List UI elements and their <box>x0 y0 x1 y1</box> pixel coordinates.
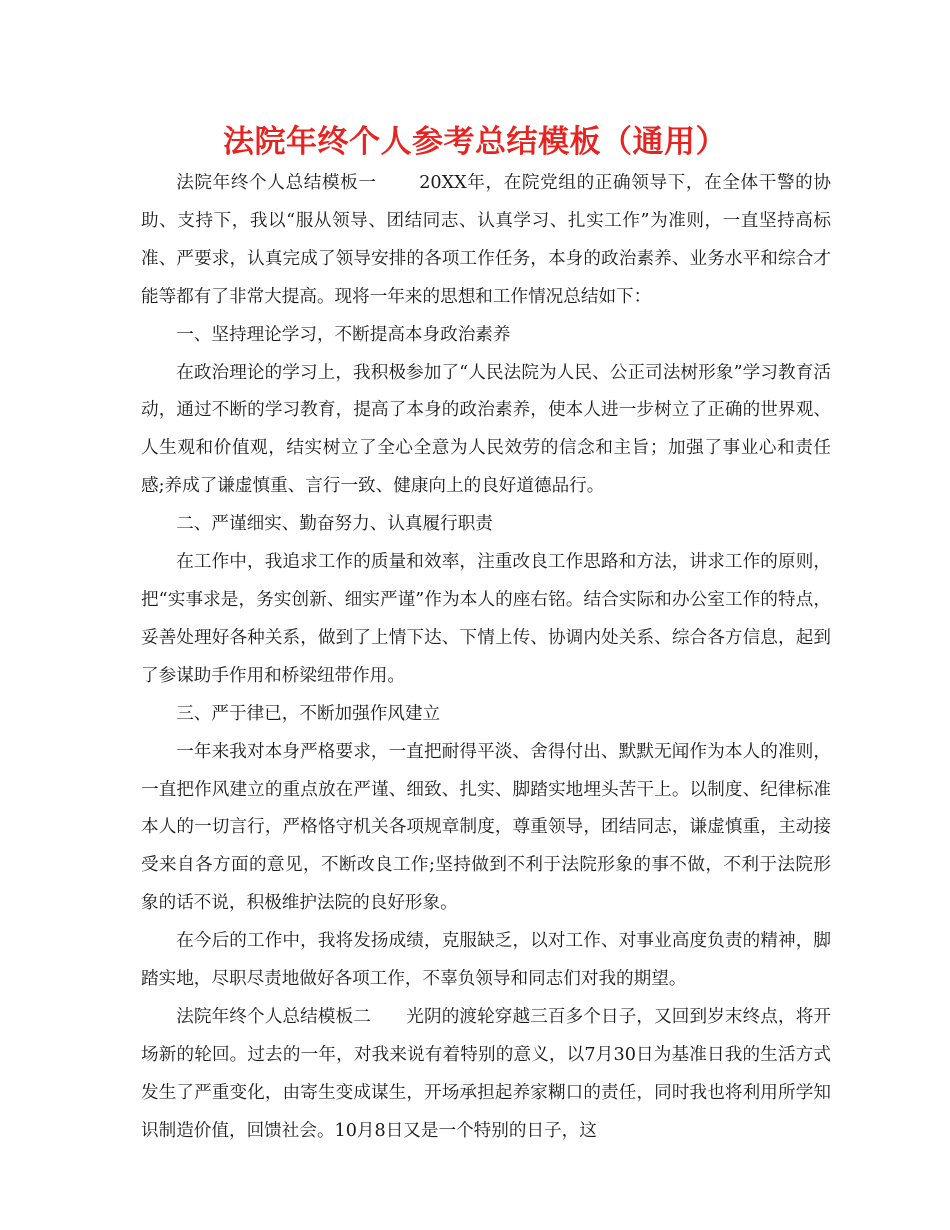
paragraph-discipline: 一年来我对本身严格要求，一直把耐得平淡、舍得付出、默默无闻作为本人的准则，一直把作风建立的重点放在严谨、细致、扎实、脚踏实地埋头苦干上。以制度、纪律标准本人的一切言行，严格恪守机关各项规章制度，尊重领导，团结同志，谦虚慎重，主动接受来自各方面的意见，不断改良工作;坚持做到不利于法院形象的事不做，不利于法院形象的话不说，积极维护法院的良好形象。 <box>141 741 831 914</box>
paragraph-template-one-intro: 法院年终个人总结模板一 20XX年，在院党组的正确领导下，在全体干警的协助、支持下，我以“服从领导、团结同志、认真学习、扎实工作”为准则，一直坚持高标准、严要求，认真完成了领导安排的各项工作任务，本身的政治素养、业务水平和综合才能等都有了非常大提高。现将一年来的思想和工作情况总结如下： <box>141 173 831 307</box>
paragraph-template-two-intro: 法院年终个人总结模板二 光阴的渡轮穿越三百多个日子，又回到岁末终点，将开场新的轮回。过去的一年，对我来说有着特别的意义，以7月30日为基准日我的生活方式发生了严重变化，由寄生变成谋生，开场承担起养家糊口的责任，同时我也将利用所学知识制造价值，回馈社会。10月8日又是一个特别的日子，这 <box>141 1006 831 1141</box>
section-heading-theory-study: 一、坚持理论学习，不断提高本身政治素养 <box>176 324 511 345</box>
section-heading-duties: 二、严谨细实、勤奋努力、认真履行职责 <box>176 514 493 535</box>
paragraph-theory-study: 在政治理论的学习上，我积极参加了“人民法院为人民、公正司法树形象”学习教育活动，通过不断的学习教育，提高了本身的政治素养，使本人进一步树立了正确的世界观、人生观和价值观，结实树立了全心全意为人民效劳的信念和主旨；加强了事业心和责任感;养成了谦虚慎重、言行一致、健康向上的良好道德品行。 <box>141 362 831 497</box>
document-body <box>141 165 831 1151</box>
paragraph-duties: 在工作中，我追求工作的质量和效率，注重改良工作思路和方法，讲求工作的原则，把“实事求是，务实创新、细实严谨”作为本人的座右铭。结合实际和办公室工作的特点，妥善处理好各种关系，做到了上情下达、下情上传、协调内处关系、综合各方信息，起到了参谋助手作用和桥梁纽带作用。 <box>141 552 831 686</box>
document-title: 法院年终个人参考总结模板（通用） <box>223 124 727 160</box>
paragraph-future-work: 在今后的工作中，我将发扬成绩，克服缺乏，以对工作、对事业高度负责的精神，脚踏实地，尽职尽责地做好各项工作，不辜负领导和同志们对我的期望。 <box>141 931 831 990</box>
section-heading-discipline: 三、严于律已，不断加强作风建立 <box>176 703 441 724</box>
